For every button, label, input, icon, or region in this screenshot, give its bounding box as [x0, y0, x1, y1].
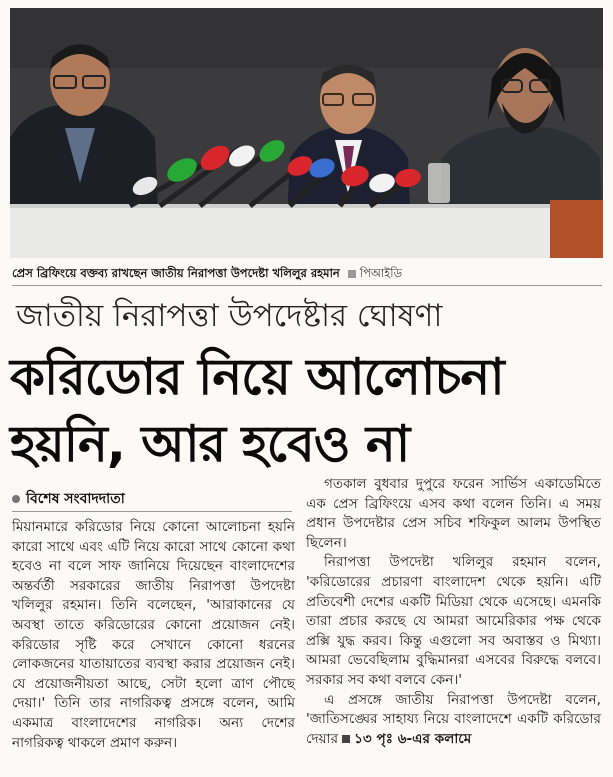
bullet-icon: [12, 495, 20, 503]
continuation-text: ১৩ পৃঃ ৬-এর কলামে: [354, 730, 472, 747]
caption-text: প্রেস ব্রিফিংয়ে বক্তব্য রাখছেন জাতীয় নিরাপত্তা উপদেষ্টা খলিলুর রহমান: [12, 266, 340, 280]
byline-divider: [12, 511, 292, 512]
square-bullet-icon: [348, 270, 356, 278]
photo-caption: [12, 265, 602, 284]
press-briefing-photo: [10, 8, 603, 258]
news-photo: [10, 8, 603, 258]
divider: [12, 285, 602, 286]
left-column: [12, 518, 295, 753]
kicker: জাতীয় নিরাপত্তা উপদেষ্টার ঘোষণা: [16, 298, 443, 334]
continuation-note[interactable]: [338, 731, 471, 747]
paragraph: মিয়ানমারে করিডোর নিয়ে কোনো আলোচনা হয়নি কারো সাথে এবং এটি নিয়ে কারো সাথে কোনো কথা হবেও না বলে সাফ জানিয়ে দিয়েছেন বাংলাদেশের অন্তর্বর্তী সরকারের জাতীয় নিরাপত্তা উপদেষ্টা খলিলুর রহমান। তিনি বলেছেন, 'আরাকানের যে অবস্থা তাতে করিডোরের কোনো প্রয়োজন নেই। করিডোর সৃষ্টি করে সেখানে কোনো ধরনের লোকজনের যাতায়াতের ব্যবস্থা করার প্রয়োজন নেই। যে প্রয়োজনীয়তা আছে, সেটা হলো ত্রাণ পৌছে দেয়া।' তিনি তার নাগরিকত্ব প্রসঙ্গে বলেন, আমি একমাত্র বাংলাদেশের নাগরিক। অন্য দেশের নাগরিকত্ব থাকলে প্রমাণ করুন।: [12, 519, 295, 751]
byline-text: বিশেষ সংবাদদাতা: [26, 491, 125, 507]
square-bullet-icon: [342, 735, 350, 743]
paragraph-text: এ প্রসঙ্গে জাতীয় নিরাপত্তা উপদেষ্টা বলেন, 'জাতিসঙ্ঘের সাহায্য নিয়ে বাংলাদেশে একটি করিডোর দেয়ার: [306, 691, 601, 747]
paragraph: নিরাপত্তা উপদেষ্টা খলিলুর রহমান বলেন, 'করিডোরের প্রচারণা বাংলাদেশ থেকে হয়নি। এটি প্রতিবেশী দেশের একটি মিডিয়া থেকে এসেছে। এমনকি তারা প্রচার করছে যে আমরা আমেরিকার পক্ষ থেকে প্রক্সি যুদ্ধ করব। কিন্তু এগুলো সব অবাস্তব ও মিথ্যা। আমরা ভেবেছিলাম বুদ্ধিমানরা এসবের বিরুদ্ধে বলবে। সরকার সব কথা বলবে কেন।': [306, 554, 601, 688]
right-column: [306, 475, 601, 749]
headline-line-1: করিডোর নিয়ে আলোচনা: [10, 348, 504, 406]
paragraph: গতকাল বুধবার দুপুরে ফরেন সার্ভিস একাডেমিতে এক প্রেস ব্রিফিংয়ে এসব কথা বলেন তিনি। এ সময় প্রধান উপদেষ্টার প্রেস সচিব শফিকুল আলম উপস্থিত ছিলেন।: [306, 476, 601, 551]
byline: [12, 487, 125, 511]
headline-line-2: হয়নি, আর হবেও না: [10, 415, 410, 473]
photo-credit: পিআইডি: [359, 266, 403, 280]
paragraph: [306, 691, 601, 750]
